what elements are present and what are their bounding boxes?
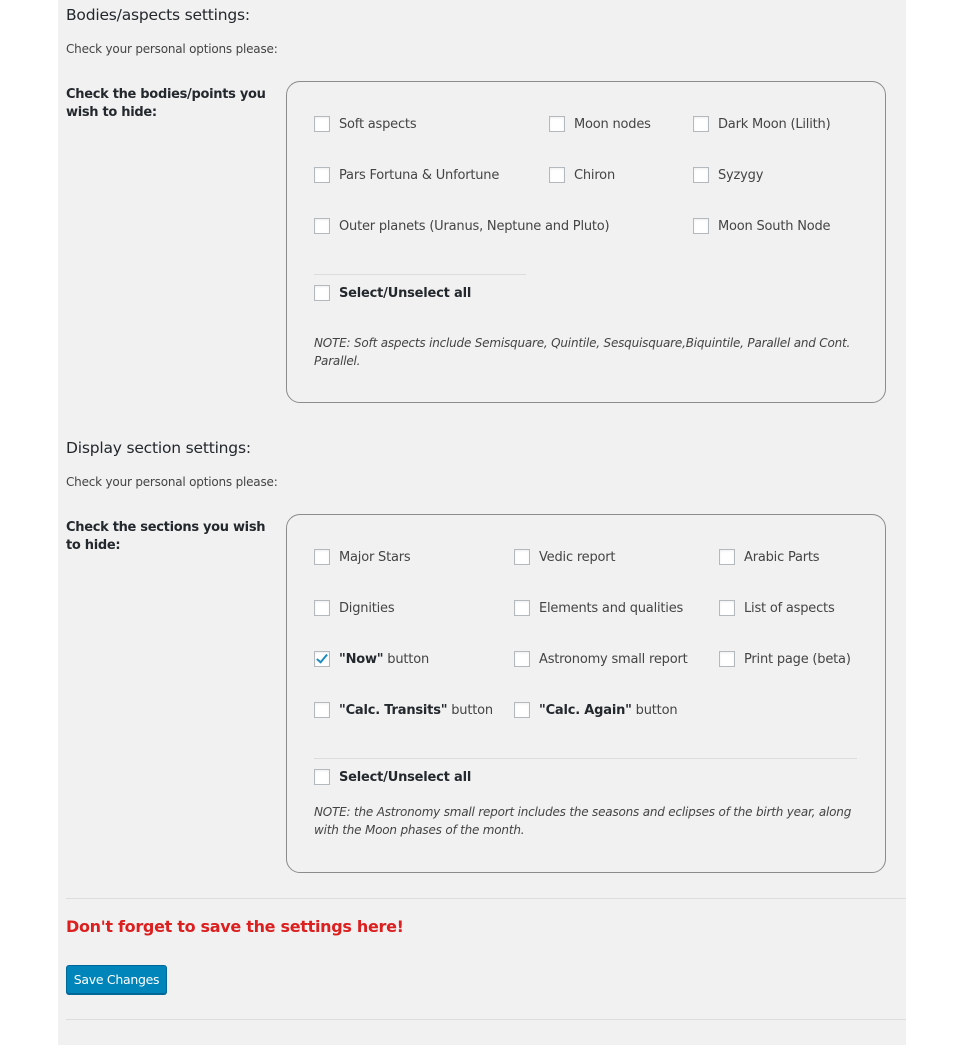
separator — [66, 1019, 906, 1020]
checkbox-print-page[interactable] — [719, 651, 851, 667]
checkbox-label-strong: "Calc. Transits" — [339, 702, 448, 718]
bodies-section-subtitle: Check your personal options please: — [66, 42, 278, 56]
checkbox-box[interactable] — [514, 600, 530, 616]
checkbox-label: Syzygy — [718, 167, 764, 183]
checkbox-box[interactable] — [314, 702, 330, 718]
checkbox-label: Soft aspects — [339, 116, 417, 132]
checkbox-label: Chiron — [574, 167, 615, 183]
checkbox-label: Select/Unselect all — [339, 285, 472, 301]
bodies-section-heading: Bodies/aspects settings: — [66, 6, 250, 24]
checkbox-list-of-aspects[interactable] — [719, 600, 835, 616]
checkbox-box[interactable] — [314, 285, 330, 301]
bodies-note: NOTE: Soft aspects include Semisquare, Quintile, Sesquisquare,Biquintile, Parallel and Cont. Parallel. — [314, 336, 851, 368]
separator — [66, 898, 906, 899]
checkbox-box[interactable] — [719, 600, 735, 616]
checkbox-box[interactable] — [314, 600, 330, 616]
checkbox-box[interactable] — [314, 769, 330, 785]
checkbox-chiron[interactable] — [549, 167, 615, 183]
checkbox-box-checked[interactable] — [314, 651, 330, 667]
display-section-heading: Display section settings: — [66, 439, 251, 457]
save-changes-button[interactable]: Save Changes — [66, 965, 167, 994]
display-note: NOTE: the Astronomy small report includes the seasons and eclipses of the birth year, along with the Moon phases of the month. — [314, 805, 852, 837]
display-row-label: Check the sections you wish to hide: — [66, 520, 266, 553]
checkbox-label: Vedic report — [539, 549, 616, 565]
checkbox-label-strong: "Calc. Again" — [539, 702, 632, 718]
checkbox-box[interactable] — [314, 218, 330, 234]
checkbox-moon-south-node[interactable] — [693, 218, 830, 234]
checkbox-label: Moon nodes — [574, 116, 651, 132]
checkbox-label: Major Stars — [339, 549, 411, 565]
checkbox-syzygy[interactable] — [693, 167, 763, 183]
checkbox-label-suffix: button — [631, 702, 678, 718]
checkbox-select-all-display[interactable] — [314, 769, 471, 785]
checkbox-label: Pars Fortuna & Unfortune — [339, 167, 500, 183]
display-section-subtitle: Check your personal options please: — [66, 475, 278, 489]
checkbox-label: Dignities — [339, 600, 395, 616]
checkbox-label: Dark Moon (Lilith) — [718, 116, 831, 132]
checkbox-elements-qualities[interactable] — [514, 600, 683, 616]
checkbox-moon-nodes[interactable] — [549, 116, 651, 132]
checkbox-label: Select/Unselect all — [339, 769, 472, 785]
checkbox-label-suffix: button — [383, 651, 429, 667]
checkbox-box[interactable] — [693, 218, 709, 234]
checkbox-box[interactable] — [549, 167, 565, 183]
checkbox-vedic-report[interactable] — [514, 549, 615, 565]
checkbox-label: Moon South Node — [718, 218, 831, 234]
checkbox-dark-moon[interactable] — [693, 116, 830, 132]
checkbox-box[interactable] — [314, 549, 330, 565]
checkbox-outer-planets[interactable] — [314, 218, 609, 234]
checkbox-box[interactable] — [314, 116, 330, 132]
checkbox-pars-fortuna[interactable] — [314, 167, 499, 183]
checkbox-label: Arabic Parts — [744, 549, 820, 565]
checkbox-astronomy-report[interactable] — [514, 651, 688, 667]
checkbox-label: List of aspects — [744, 600, 835, 616]
checkbox-calc-transits-button[interactable] — [314, 702, 493, 718]
checkbox-label: Print page (beta) — [744, 651, 851, 667]
checkbox-label-suffix: button — [447, 702, 493, 718]
checkbox-soft-aspects[interactable] — [314, 116, 416, 132]
checkbox-box[interactable] — [693, 167, 709, 183]
checkbox-box[interactable] — [514, 702, 530, 718]
checkbox-label: Elements and qualities — [539, 600, 684, 616]
checkbox-box[interactable] — [549, 116, 565, 132]
checkbox-major-stars[interactable] — [314, 549, 410, 565]
bodies-row-label: Check the bodies/points you wish to hide: — [66, 87, 266, 120]
checkbox-label: Outer planets (Uranus, Neptune and Pluto) — [339, 218, 610, 234]
checkbox-arabic-parts[interactable] — [719, 549, 819, 565]
checkbox-label-strong: "Now" — [339, 651, 384, 667]
checkbox-select-all-bodies[interactable] — [314, 285, 471, 301]
checkbox-box[interactable] — [719, 651, 735, 667]
checkbox-now-button[interactable] — [314, 651, 429, 667]
checkbox-box[interactable] — [693, 116, 709, 132]
divider — [314, 274, 526, 275]
checkbox-label: Astronomy small report — [539, 651, 688, 667]
checkbox-box[interactable] — [314, 167, 330, 183]
checkbox-box[interactable] — [514, 549, 530, 565]
checkbox-box[interactable] — [514, 651, 530, 667]
checkbox-dignities[interactable] — [314, 600, 394, 616]
checkbox-calc-again-button[interactable] — [514, 702, 677, 718]
save-reminder: Don't forget to save the settings here! — [66, 917, 404, 936]
divider — [314, 758, 857, 759]
checkbox-box[interactable] — [719, 549, 735, 565]
